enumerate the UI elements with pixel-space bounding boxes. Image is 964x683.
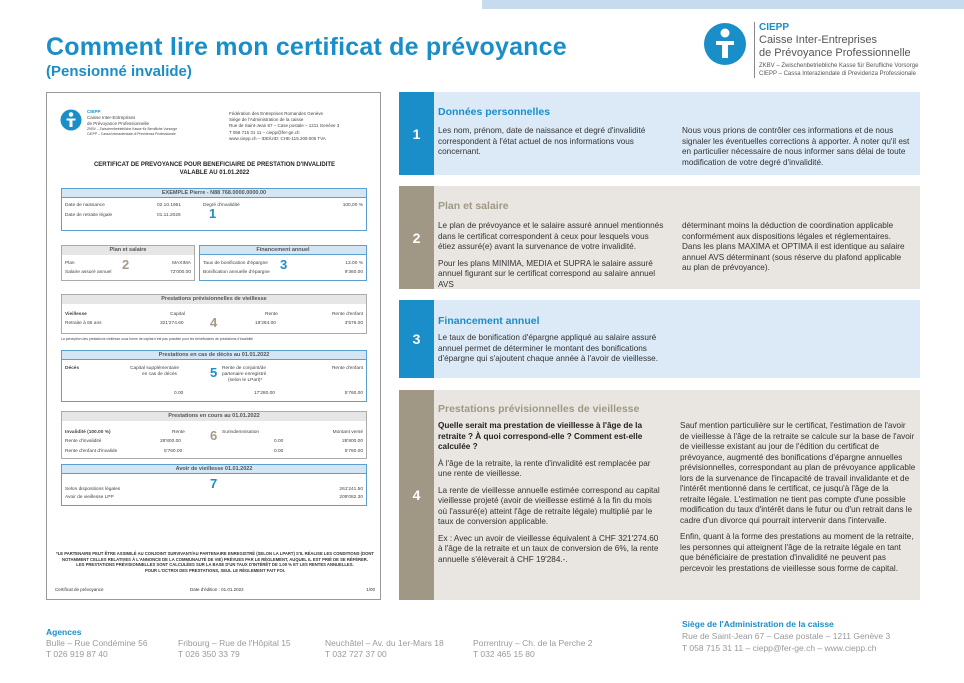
cert-current-r1-verse: 28'800.00 (342, 439, 363, 444)
footer-agency-neuchatel (325, 638, 444, 660)
cert-box-plan-header: Plan et salaire (62, 246, 194, 255)
cert-current-col1: Invalidité (100.00 %) (65, 430, 111, 435)
cert-title-line1: CERTIFICAT DE PREVOYANCE POUR BENEFICIAIRE DE PRESTATION D'INVALIDITE (93, 162, 336, 168)
cert-marker-1: 1 (209, 206, 217, 221)
cert-logo-brand: CIEPP (87, 109, 101, 114)
footer-agency-fribourg (178, 638, 291, 660)
cert-current-r2-label: Rente d'enfant d'invalide (65, 449, 118, 454)
cert-current-col2: Rente (172, 430, 185, 435)
cert-current-r1-sur: 0.00 (274, 439, 284, 444)
cert-rate-value: 13.00 % (345, 261, 363, 266)
cert-death-col4: Rente d'enfant (331, 366, 363, 371)
cert-box-death-header: Prestations en cas de décès au 01.01.2022 (62, 351, 366, 360)
cert-footnote (55, 551, 375, 573)
panel-1-number: 1 (399, 92, 434, 175)
cert-degree-label: Degré d'invalidité (203, 203, 240, 208)
cert-plan-label: Plan (65, 261, 75, 266)
cert-box-current-header: Prestations en cours au 01.01.2022 (62, 412, 366, 421)
cert-current-r2-verse: 5'760.00 (344, 449, 363, 454)
cert-address-line: Rue de Saint-Jean 67 – Case postale – 1211 Genève 3 (229, 123, 340, 129)
panel-4-question: Quelle serait ma prestation de vieillesse à l'âge de la retraite ? À quoi correspond-elle ? Comment est-elle calculée ? (438, 421, 643, 451)
cert-marker-6: 6 (210, 428, 218, 443)
panel-1-right-text: Nous vous prions de contrôler ces informations et de nous signaler les éventuelles corrections à apporter. À noter qu'il est en particulier nécessaire de nous informer sans délai de toute modification de votre degré d'invalidité. (682, 126, 910, 167)
cert-death-enfant: 5'760.00 (344, 391, 363, 396)
cert-old-row-label: Retraite à 65 ans (65, 321, 102, 326)
cert-box-personal-header: EXEMPLE Pierre - N88 768.0000.0000.00 (62, 189, 366, 198)
ciepp-logo (703, 20, 953, 82)
agency-porrentruy-address: Porrentruy – Ch. de la Perche 2 (473, 638, 593, 648)
cert-box-avoir-header: Avoir de vieillesse 01.01.2022 (62, 465, 366, 474)
cert-logo-l2: de Prévoyance Professionnelle (87, 121, 150, 126)
cert-plan-value: MAXIMA (172, 261, 191, 266)
cert-box-old-age (61, 294, 367, 334)
logo-line4: ZKBV – Zwischenbetriebliche Kasse für Berufliche Vorsorge (759, 63, 919, 69)
cert-death-col2b: en cas de décès (142, 372, 177, 377)
cert-logo-l1: Caisse Inter-Entreprises (87, 115, 136, 120)
cert-footnote-line: LES PRESTATIONS PRÉVISIONNELLES SONT CALCULÉES SUR LA BASE D'UN TAUX D'INTÉRÊT DE 1.00 % ET LES RENTES ANNUELLES. (76, 562, 354, 567)
cert-old-col2: Capital (170, 312, 185, 317)
agency-porrentruy-phone: T 032 465 15 80 (473, 649, 535, 659)
cert-box-old-age-header: Prestations prévisionnelles de vieillesse (62, 295, 366, 304)
panel-1-title: Données personnelles (438, 106, 551, 118)
panel-plan-salary (399, 186, 920, 289)
certificate-title (47, 161, 381, 177)
cert-bonus-value: 9'360.00 (344, 270, 363, 275)
cert-avoir-r2: 209'082.30 (339, 495, 363, 500)
cert-current-r1-rente: 28'800.00 (160, 439, 181, 444)
footer-headquarters (682, 618, 890, 654)
logo-brand: CIEPP (759, 22, 790, 33)
cert-address-line: www.ciepp.ch – IDE/UID: CHE-115.209.005 TVA (229, 135, 326, 141)
cert-bottom-right: 1/00 (366, 587, 375, 592)
panel-2-left-p1: Le plan de prévoyance et le salaire assuré annuel mentionnés dans le certificat correspondent à ceux pour lesquels vous étiez assuré(e) avant la survenance de votre invalidité. (438, 221, 664, 251)
top-accent-bar (482, 0, 964, 9)
cert-footnote-line: NOTAMMENT CELLES RELATIVES À L'ANNONCE DE LA COMMUNAUTÉ DE VIE) PRÉVUES PAR LE RÈGLEMENT, AUQUEL IL EST PRIÉ DE SE RÉFÉRER. (61, 556, 368, 562)
panel-4-left-p2: La rente de vieillesse annuelle estimée correspond au capital vieillesse projeté (avoir de vieillesse estimé à la fin du mois où l'assuré(e) atteint l'âge de retraite légale) multiplié par le taux de conversion applicable. (438, 485, 660, 526)
cert-box-avoir (61, 464, 367, 506)
panel-4-left-p3: Ex : Avec un avoir de vieillesse équivalent à CHF 321'274.60 à l'âge de la retraite et un taux de conversion de 6%, la rente annuelle s'élèverait à CHF 19'284.-. (438, 533, 659, 564)
page-subtitle: (Pensionné invalide) (46, 63, 192, 80)
cert-death-col3b: partenaire enregistré (222, 372, 267, 377)
cert-retire-label: Date de retraite légale (65, 213, 113, 218)
certificate-address (229, 111, 379, 142)
cert-address-line: Fédération des Entreprises Romandes Genève (229, 111, 324, 116)
cert-avoir-r1-label: Selon dispositions légales (65, 487, 121, 492)
agency-fribourg-address: Fribourg – Rue de l'Hôpital 15 (178, 638, 291, 648)
panel-2-right-p2: Dans les plans MAXIMA et OPTIMA il est identique au salaire annuel AVS déterminant (sous réserve du plafond applicable au plan de prévoyance). (682, 242, 905, 272)
cert-birth-label: Date de naissance (65, 203, 105, 208)
cert-current-col4: Montant versé (332, 430, 363, 435)
panel-4-right-p2: Enfin, quant à la forme des prestations au moment de la retraite, les personnes qui atteignent l'âge de la retraite légale en tant que bénéficiaire de prestation d'invalidité ne peuvent pas percevoir les prestations de vieillesse sous forme de capital. (680, 532, 914, 573)
ciepp-logo-icon (703, 22, 747, 66)
cert-old-col3: Rente (265, 312, 278, 317)
cert-bottom-mid: Date d'édition : 01.01.2022 (190, 587, 244, 592)
cert-address-line: Siège de l'Administration de la caisse (229, 117, 304, 123)
cert-birth-value: 02.10.1961 (157, 203, 182, 208)
cert-title-line2: VALABLE AU 01.01.2022 (179, 170, 250, 176)
page-title: Comment lire mon certificat de prévoyance (46, 33, 567, 61)
footer-agency-porrentruy (473, 638, 593, 660)
panel-4-left-p1: À l'âge de la retraite, la rente d'invalidité est remplacée par une rente de vieillesse. (438, 458, 651, 478)
agency-fribourg-phone: T 026 350 33 79 (178, 649, 240, 659)
logo-line3: de Prévoyance Professionnelle (759, 47, 911, 59)
cert-bonus-label: Bonification annuelle d'épargne (203, 270, 270, 275)
hq-contact[interactable]: T 058 715 31 11 – ciepp@fer-ge.ch – www.ciepp.ch (682, 643, 877, 653)
cert-salary-label: Salaire assuré annuel (65, 270, 112, 275)
cert-current-r2-sur: 0.00 (274, 449, 284, 454)
agency-bulle-phone: T 026 919 87 40 (46, 649, 108, 659)
cert-old-capital: 321'274.60 (160, 321, 184, 326)
cert-avoir-r2-label: Avoir de vieillesse LPP (65, 495, 114, 500)
cert-marker-5: 5 (210, 365, 218, 380)
cert-death-col3: Rente de conjoint/de (222, 366, 267, 371)
logo-line2: Caisse Inter-Entreprises (759, 34, 877, 46)
cert-rate-label: Taux de bonification d'épargne (203, 261, 268, 266)
cert-death-col2: Capital supplémentaire (130, 366, 180, 371)
cert-logo-l4: CIEPP – Cassa Interaziendale di Previdenza Professionale (87, 132, 176, 136)
certificate-sample (46, 92, 381, 600)
cert-address-line: T 058 715 31 11 – ciepp@fer-ge.ch (229, 129, 300, 135)
agency-neuchatel-phone: T 032 727 37 00 (325, 649, 387, 659)
panel-2-number: 2 (399, 186, 434, 289)
cert-death-rente: 17'280.00 (254, 391, 275, 396)
logo-line5: CIEPP – Cassa Interaziendale di Previdenza Professionale (759, 71, 916, 77)
cert-box-plan (61, 245, 195, 281)
agency-neuchatel-address: Neuchâtel – Av. du 1er-Mars 18 (325, 638, 444, 648)
cert-current-r1-label: Rente d'invalidité (65, 439, 102, 444)
panel-1-left-text: Les nom, prénom, date de naissance et degré d'invalidité correspondent à l'état actuel de nos informations vous concernant. (438, 126, 646, 156)
panel-2-right-p1: déterminant moins la déduction de coordination applicable conformément aux dispositions légales et réglementaires. (682, 221, 894, 241)
cert-box-death (61, 350, 367, 402)
cert-degree-value: 100,00 % (342, 203, 363, 208)
cert-logo-l3: ZKBV – Zwischenbetriebliche Kasse für Berufliche Vorsorge (87, 127, 178, 131)
cert-marker-3: 3 (280, 257, 288, 272)
panel-4-title: Prestations prévisionnelles de vieillesse (438, 403, 640, 415)
hq-title: Siège de l'Administration de la caisse (682, 619, 834, 629)
cert-old-enfant: 3'576.00 (344, 321, 363, 326)
cert-salary-value: 72'000.00 (170, 270, 191, 275)
cert-old-col4: Rente d'enfant (331, 312, 363, 317)
cert-avoir-r1: 261'241.50 (339, 487, 363, 492)
footer-agency-bulle (46, 638, 148, 660)
panel-3-number: 3 (399, 300, 434, 378)
footer-agencies-title: Agences (46, 627, 82, 637)
certificate-logo (60, 109, 200, 145)
cert-retire-value: 01.11.2026 (157, 213, 181, 218)
panel-personal-data (399, 92, 920, 175)
cert-footnote-line: POUR L'OCTROI DES PRESTATIONS, SEUL LE RÈGLEMENT FAIT FOI. (144, 567, 286, 573)
panel-4-number: 4 (399, 390, 434, 600)
cert-old-col1: Vieillesse (65, 312, 87, 317)
cert-current-col3: Surindemnisation (222, 430, 260, 435)
cert-box-personal (61, 188, 367, 231)
cert-death-col1: Décès (65, 366, 80, 371)
panel-3-title: Financement annuel (438, 315, 540, 327)
cert-marker-4: 4 (210, 315, 218, 330)
panel-financing (399, 300, 920, 378)
cert-box-financing-header: Financement annuel (200, 246, 366, 255)
cert-marker-2: 2 (122, 257, 130, 272)
cert-death-capital: 0.00 (174, 391, 184, 396)
certificate-logo-icon (60, 109, 82, 131)
cert-footnote-line: *LE PARTENAIRE PEUT ÊTRE ASSIMILÉ AU CONJOINT SURVIVANT/AU PARTENAIRE ENREGISTRÉ (SELON LA LPART) S'IL RÉALISE LES CONDITIONS (DONT (56, 551, 374, 556)
panel-old-age-benefits (399, 390, 920, 600)
cert-marker-7: 7 (210, 476, 218, 491)
cert-old-note: La perception des prestations vieillesse sous forme de capital n'est pas possible pour les bénéficiaires de prestations d'invalidité (61, 337, 254, 341)
panel-3-text: Le taux de bonification d'épargne appliqué au salaire assuré annuel permet de déterminer le montant des bonifications d'épargne qui s'ajoutent chaque année à l'avoir de vieillesse. (438, 333, 658, 363)
panel-4-right-p1: Sauf mention particulière sur le certificat, l'estimation de l'avoir de vieillesse à l'âge de la retraite se calcule sur la base de l'avoir de vieillesse existant au jour de l'édition du certificat de prévoyance, augmenté des bonifications d'épargne annuelles prévisionnelles, correspondant au plan de prévoyance applicable lors de la survenance de l'incapacité de travail invalidante et de l'intérêt mentionné dans le certificat, ce jusqu'à l'âge de la retraite légale. L'estimation ne tient pas compte d'une possible modification du taux d'intérêt dans le futur ou d'un retrait dans le cadre d'un divorce qui pourrait intervenir dans l'intervalle. (680, 421, 916, 525)
panel-2-left-p2: Pour les plans MINIMA, MEDIA et SUPRA le salaire assuré annuel figurant sur le certificat correspond au salaire annuel AVS (438, 258, 656, 289)
cert-current-r2-rente: 5'760.00 (164, 449, 183, 454)
cert-old-rente: 19'284.00 (255, 321, 276, 326)
agency-bulle-address: Bulle – Rue Condémine 56 (46, 638, 148, 648)
cert-box-current (61, 411, 367, 459)
cert-death-col3c: (selon le LPart)* (228, 378, 263, 383)
cert-bottom-left: Certificat de prévoyance (55, 587, 104, 592)
hq-address: Rue de Saint-Jean 67 – Case postale – 1211 Genève 3 (682, 631, 891, 641)
cert-box-financing (199, 245, 367, 281)
panel-2-title: Plan et salaire (438, 200, 509, 212)
